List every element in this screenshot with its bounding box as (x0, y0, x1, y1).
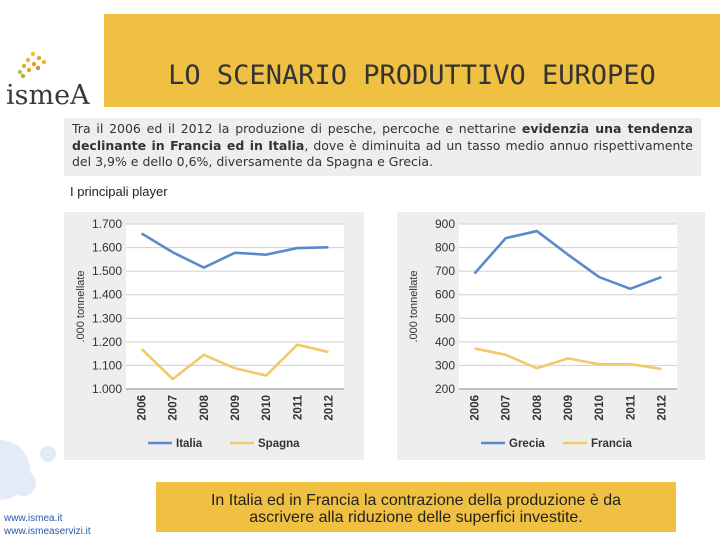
intro-highlight: evidenzia una tendenza declinante in Francia ed in Italia (72, 121, 693, 153)
y-tick-label: 1.300 (91, 311, 122, 326)
chart-grecia-francia (397, 212, 705, 460)
y-tick-label: 1.400 (91, 287, 122, 302)
x-tick-label: 2011 (625, 395, 638, 420)
x-tick-label: 2012 (323, 395, 336, 421)
x-tick-label: 2008 (198, 395, 211, 421)
y-tick-label: 300 (434, 358, 455, 373)
legend-label-grecia: Grecia (509, 438, 545, 450)
page-title: LO SCENARIO PRODUTTIVO EUROPEO (168, 60, 656, 91)
decor-bubble-tiny (40, 446, 56, 462)
y-tick-label: 700 (434, 264, 455, 279)
decor-bubble-small (10, 470, 36, 496)
x-tick-label: 2009 (230, 395, 242, 421)
chart-italia-spagna (64, 212, 364, 460)
ismea-logo (6, 50, 102, 110)
x-tick-label: 2012 (656, 395, 669, 421)
plot-area (459, 224, 677, 389)
intro-text-1: Tra il 2006 ed il 2012 la produzione di pesche, percoche e nettarine (72, 121, 522, 136)
y-tick-label: 1.100 (91, 358, 122, 373)
bottom-note-line-2: ascrivere alla riduzione delle superfici investite. (249, 509, 583, 526)
x-tick-label: 2010 (261, 395, 274, 421)
y-axis-label: .000 tonnellate (75, 270, 87, 343)
x-tick-label: 2006 (469, 395, 482, 421)
section-label: I principali player (70, 184, 168, 199)
y-tick-label: 200 (434, 382, 455, 396)
title-banner (104, 14, 720, 107)
y-tick-label: 800 (434, 240, 455, 255)
x-tick-label: 2009 (563, 395, 575, 421)
legend-label-italia: Italia (176, 438, 203, 450)
intro-paragraph (64, 118, 701, 176)
intro-text-2: , dove è diminuita ad un tasso medio annuo rispettivamente del 3,9% e dello 0,6%, diversamente da Spagna e Grecia. (72, 137, 693, 169)
x-tick-label: 2006 (136, 395, 149, 421)
y-tick-label: 1.200 (91, 334, 122, 349)
logo-text: ismeA (6, 80, 90, 111)
y-tick-label: 600 (434, 287, 455, 302)
legend-label-francia: Francia (591, 438, 632, 450)
y-tick-label: 1.600 (91, 240, 122, 255)
legend-label-spagna: Spagna (258, 438, 300, 450)
y-tick-label: 400 (434, 334, 455, 349)
x-tick-label: 2007 (167, 395, 180, 421)
y-axis-label: .000 tonnellate (408, 270, 420, 343)
y-tick-label: 1.000 (91, 382, 122, 396)
logo-dots-icon (14, 50, 54, 80)
x-tick-label: 2011 (292, 395, 305, 420)
y-tick-label: 900 (434, 217, 455, 231)
bottom-note (156, 482, 676, 532)
link-ismeaservizi[interactable]: www.ismeaservizi.it (4, 526, 91, 537)
bottom-note-line-1: In Italia ed in Francia la contrazione della produzione è da (210, 492, 622, 509)
y-tick-label: 1.700 (91, 217, 122, 231)
y-tick-label: 500 (434, 311, 455, 326)
x-tick-label: 2010 (594, 395, 607, 421)
y-tick-label: 1.500 (91, 264, 122, 279)
footer-links (4, 512, 91, 538)
x-tick-label: 2007 (500, 395, 513, 421)
link-ismea[interactable]: www.ismea.it (4, 513, 63, 524)
x-tick-label: 2008 (531, 395, 544, 421)
chart-grecia-francia-svg (397, 212, 705, 460)
chart-italia-spagna-svg (64, 212, 364, 460)
